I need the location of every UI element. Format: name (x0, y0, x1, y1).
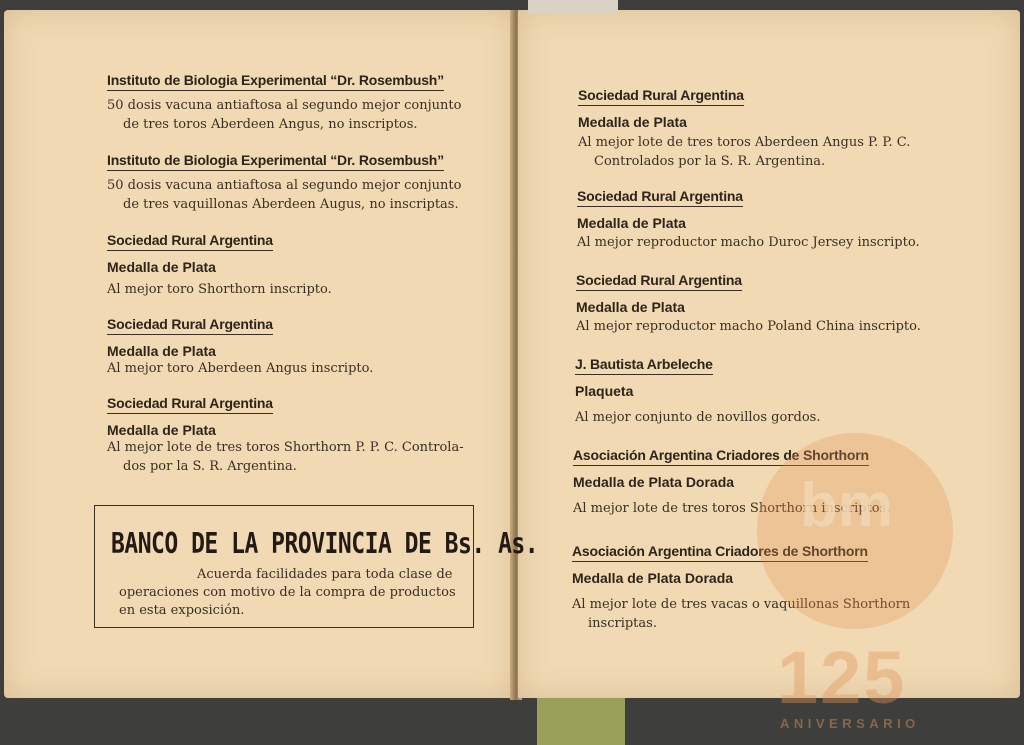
award-entry (107, 393, 487, 476)
advertisement-line: Acuerda facilidades para toda clase de (197, 567, 453, 582)
award-heading: Sociedad Rural Argentina (578, 87, 744, 106)
award-entry (575, 354, 975, 427)
award-description-line: Al mejor toro Shorthorn inscripto. (107, 282, 332, 297)
award-prize: Medalla de Plata (107, 422, 216, 438)
award-heading: Sociedad Rural Argentina (107, 395, 273, 414)
award-description-line: 50 dosis vacuna antiaftosa al segundo mejor conjunto (107, 98, 462, 113)
award-heading: Sociedad Rural Argentina (107, 316, 273, 335)
award-heading: Asociación Argentina Criadores de Shorthorn (573, 447, 869, 466)
bookmark-ribbon (537, 698, 625, 745)
award-description-line: Al mejor lote de tres vacas o vaquillonas Shorthorn (572, 597, 911, 612)
award-description-line: Al mejor conjunto de novillos gordos. (575, 410, 821, 425)
award-entry (576, 270, 976, 336)
award-description-line: de tres vaquillonas Aberdeen Augus, no inscriptas. (123, 197, 459, 212)
advertisement-title: BANCO DE LA PROVINCIA DE Bs. As. (111, 528, 539, 561)
award-description (107, 176, 487, 214)
award-description-line: Al mejor lote de tres toros Shorthorn inscriptos. (573, 501, 891, 516)
award-entry (107, 70, 487, 134)
award-entry (107, 230, 487, 299)
award-entry (107, 314, 487, 378)
advertisement-text (119, 566, 459, 620)
award-heading: Instituto de Biologia Experimental “Dr. Rosembush” (107, 152, 444, 171)
watermark-subtitle: ANIVERSARIO (780, 716, 920, 731)
award-description (107, 280, 487, 299)
award-heading: J. Bautista Arbeleche (575, 356, 713, 375)
award-description (576, 317, 976, 336)
award-description (107, 438, 487, 476)
award-description-line: Al mejor lote de tres toros Aberdeen Angus P. P. C. (578, 135, 911, 150)
bank-advertisement (94, 505, 539, 628)
watermark-logo: bm (800, 471, 893, 540)
award-prize: Medalla de Plata (107, 343, 216, 359)
award-description-line: Al mejor reproductor macho Poland China inscripto. (576, 319, 921, 334)
award-entry (577, 186, 977, 252)
award-description-line: Al mejor reproductor macho Duroc Jersey inscripto. (577, 235, 920, 250)
award-description-line: Al mejor lote de tres toros Shorthorn P. P. C. Controla- (107, 440, 464, 455)
award-prize: Plaqueta (575, 383, 634, 399)
award-prize: Medalla de Plata (578, 114, 687, 130)
award-entry (107, 150, 487, 214)
award-description-line: de tres toros Aberdeen Angus, no inscriptos. (123, 117, 418, 132)
award-prize: Medalla de Plata (577, 215, 686, 231)
advertisement-line: en esta exposición. (119, 603, 245, 618)
award-description-line: dos por la S. R. Argentina. (123, 459, 297, 474)
award-heading: Sociedad Rural Argentina (107, 232, 273, 251)
watermark-number: 125 (777, 636, 907, 719)
award-prize: Medalla de Plata Dorada (573, 474, 735, 490)
award-heading: Sociedad Rural Argentina (577, 188, 743, 207)
award-description-line: 50 dosis vacuna antiaftosa al segundo mejor conjunto (107, 178, 462, 193)
award-description-line: inscriptas. (588, 616, 657, 631)
advertisement-line: operaciones con motivo de la compra de productos (119, 585, 456, 600)
award-heading: Instituto de Biologia Experimental “Dr. Rosembush” (107, 72, 444, 91)
award-description (107, 96, 487, 134)
award-description-line: Al mejor toro Aberdeen Angus inscripto. (107, 361, 374, 376)
award-description (572, 595, 992, 633)
award-heading: Asociación Argentina Criadores de Shorthorn (572, 543, 868, 562)
award-description (578, 133, 978, 171)
award-prize: Medalla de Plata (576, 299, 685, 315)
award-description-line: Controlados por la S. R. Argentina. (594, 154, 826, 169)
bookmark-ribbon-top (528, 0, 618, 14)
award-entry (578, 85, 978, 171)
award-description (577, 233, 977, 252)
award-prize: Medalla de Plata Dorada (572, 570, 734, 586)
award-description (107, 359, 487, 378)
award-description (575, 408, 975, 427)
award-heading: Sociedad Rural Argentina (576, 272, 742, 291)
award-prize: Medalla de Plata (107, 259, 216, 275)
right-page (518, 10, 1020, 698)
